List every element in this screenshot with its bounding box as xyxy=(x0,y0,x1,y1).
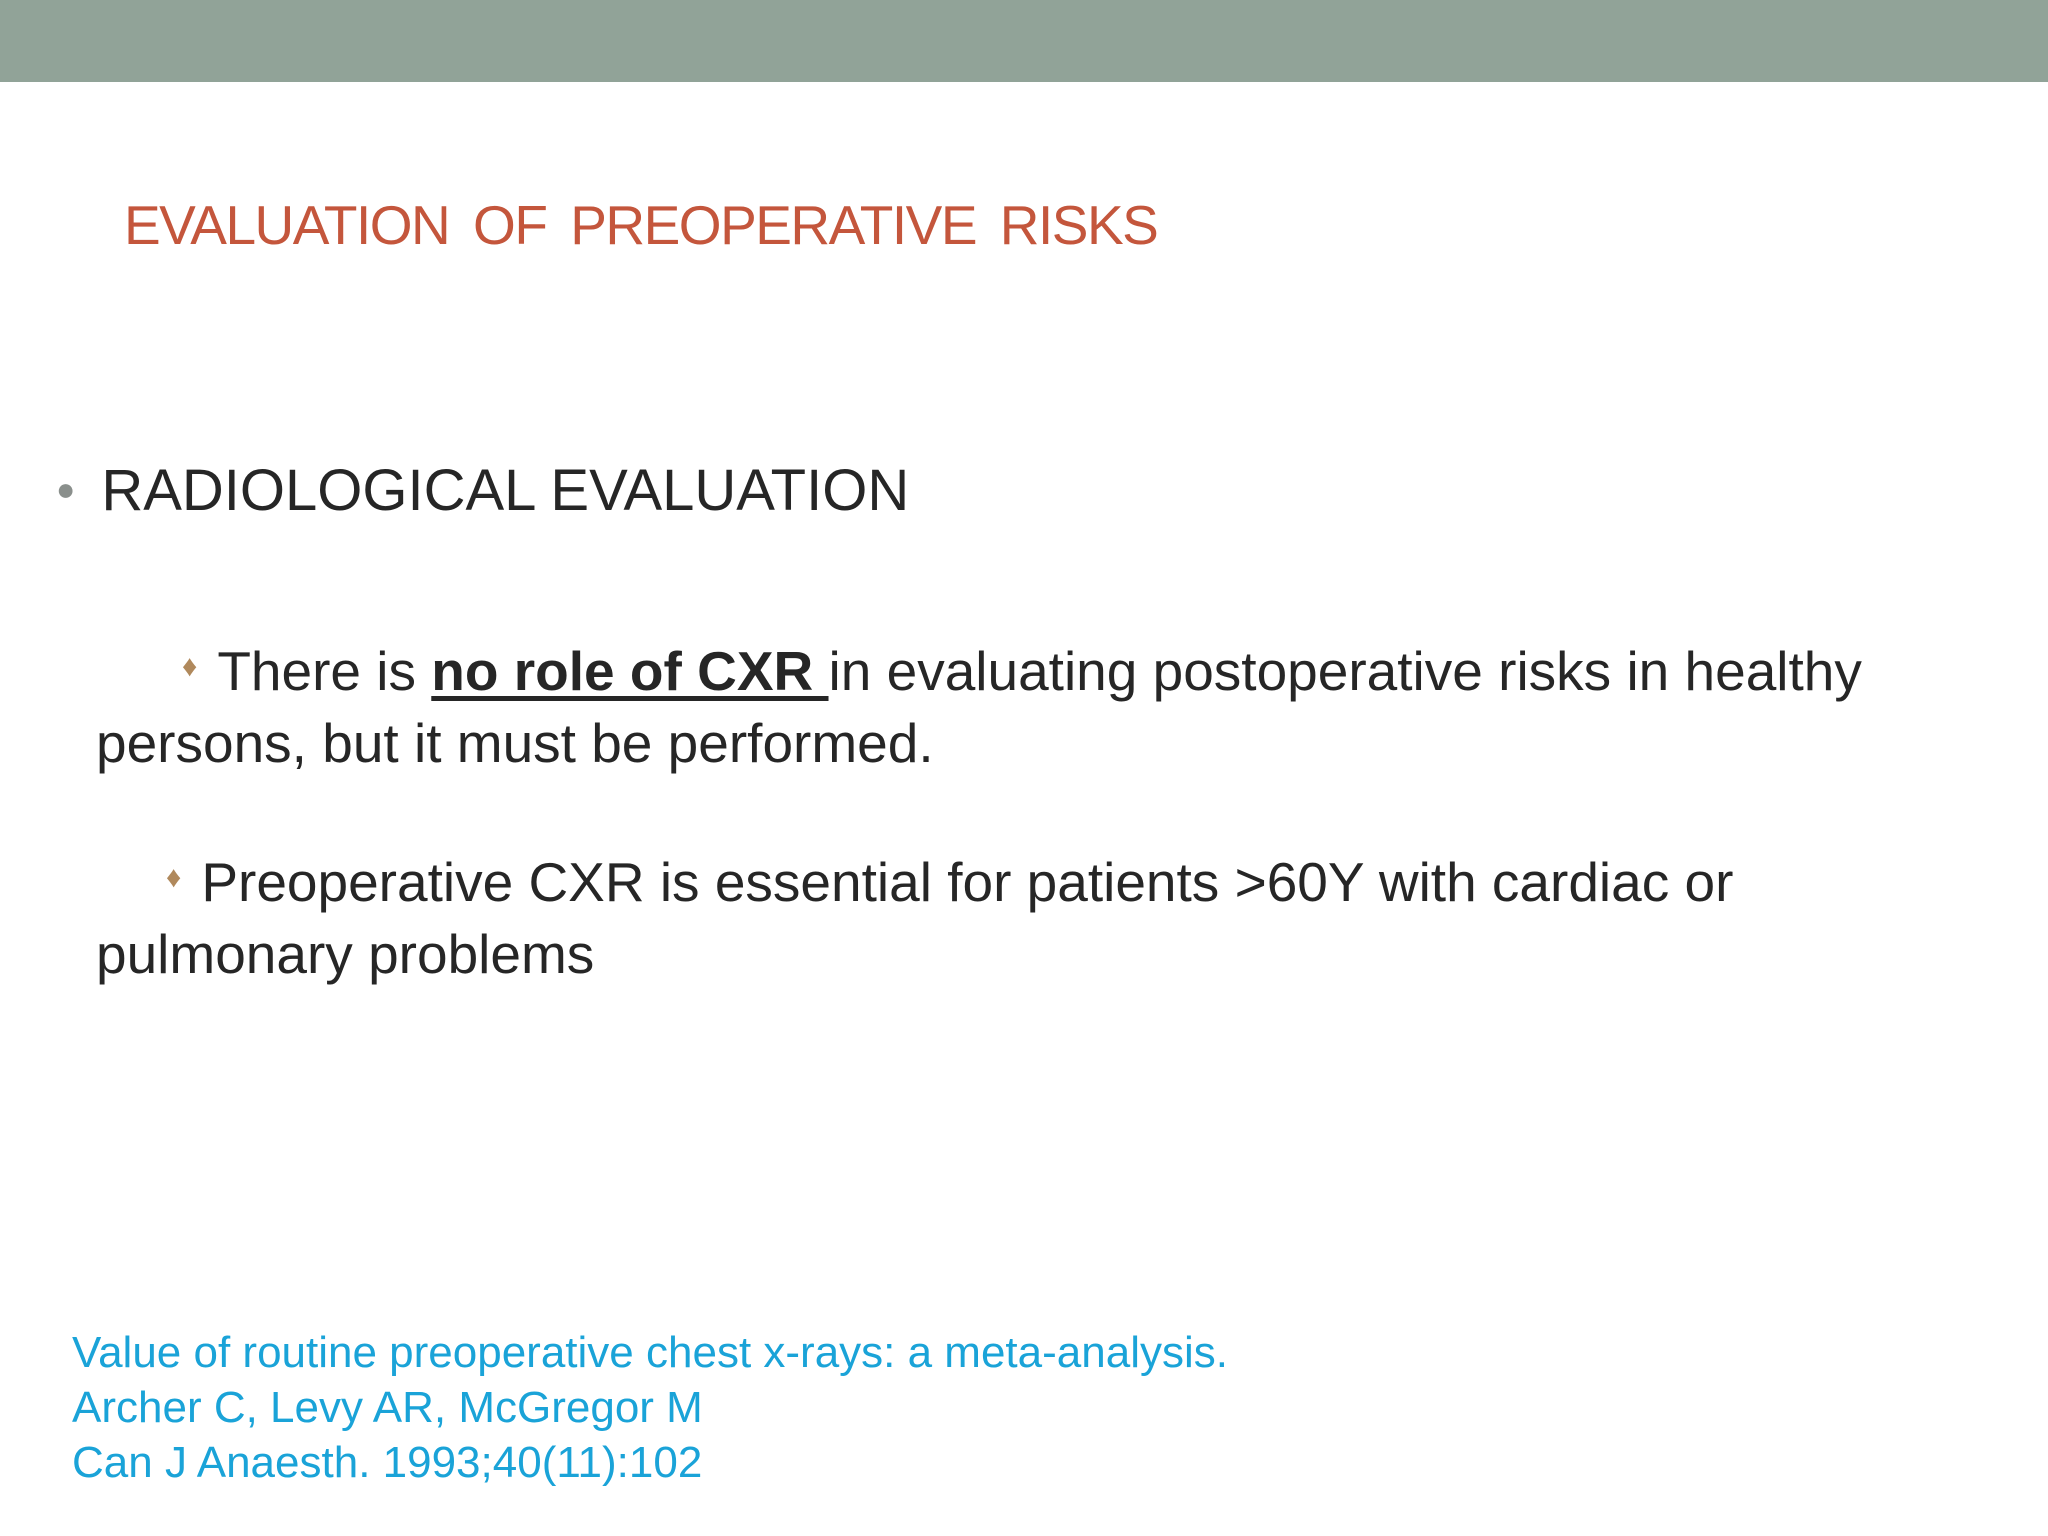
diamond-bullet-icon: ♦ xyxy=(182,650,198,683)
sub-bullet-1-after: in evaluating postoperative risks in healthy persons, but it must be performed. xyxy=(96,640,1862,774)
diamond-bullet-icon: ♦ xyxy=(166,861,182,894)
slide-header-bar xyxy=(0,0,2048,82)
slide-title: EVALUATION OF PREOPERATIVE RISKS xyxy=(124,194,1158,256)
reference-citation xyxy=(72,1325,1228,1490)
sub-bullet-1-before: There is xyxy=(217,640,432,702)
sub-bullet-2-text: Preoperative CXR is essential for patients >60Y with cardiac or pulmonary problems xyxy=(96,851,1734,985)
sub-bullet-1-emphasis: no role of CXR xyxy=(431,640,829,702)
sub-bullet-1 xyxy=(96,640,1956,774)
reference-title: Value of routine preoperative chest x-rays: a meta-analysis. xyxy=(72,1328,1228,1377)
reference-journal: Can J Anaesth. 1993;40(11):102 xyxy=(72,1438,703,1487)
sub-bullet-2 xyxy=(96,851,1956,985)
main-bullet-text: RADIOLOGICAL EVALUATION xyxy=(101,458,910,523)
dot-bullet-icon: ● xyxy=(56,470,76,507)
main-bullet xyxy=(56,458,910,523)
reference-authors: Archer C, Levy AR, McGregor M xyxy=(72,1383,703,1432)
